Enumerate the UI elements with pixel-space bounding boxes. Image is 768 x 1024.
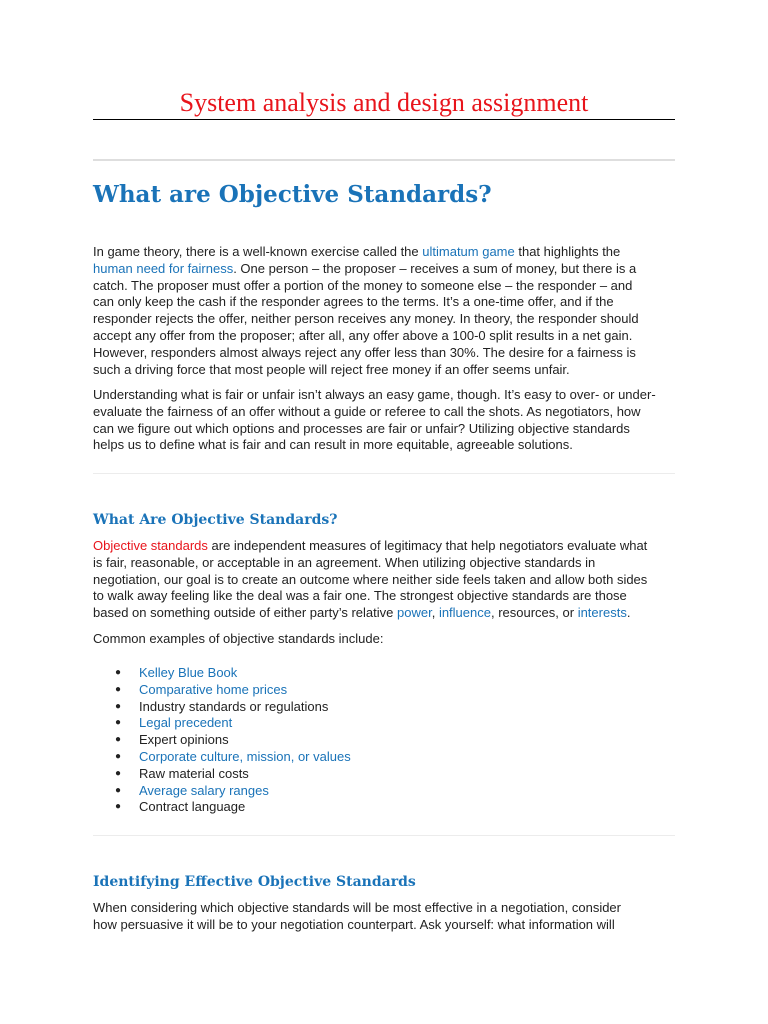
bullet-icon: ● — [115, 801, 122, 813]
section-heading-identifying: Identifying Effective Objective Standards — [93, 874, 416, 890]
examples-list — [93, 665, 675, 816]
intro-text: In game theory, there is a well-known exercise called the — [93, 244, 423, 259]
list-item[interactable] — [93, 665, 675, 682]
bullet-icon: ● — [115, 717, 122, 729]
list-item — [93, 732, 675, 749]
intro-line — [93, 261, 675, 278]
understanding-line: helps us to define what is fair and can result in more equitable, agreeable solutions. — [93, 437, 573, 453]
definition-text: based on something outside of either party’s relative — [93, 605, 397, 621]
intro-line — [93, 244, 675, 261]
influence-link[interactable]: influence — [438, 605, 491, 621]
intro-line: accept any offer from the proposer; after all, any offer above a 100-0 split results in a net gain. — [93, 327, 633, 343]
power-link[interactable]: power — [397, 605, 432, 621]
objective-standards-term: Objective standards — [93, 538, 208, 553]
bullet-icon: ● — [115, 784, 122, 796]
bullet-icon: ● — [115, 734, 122, 746]
definition-text: . — [626, 605, 631, 621]
list-item-label: Industry standards or regulations — [139, 698, 329, 714]
list-item-link[interactable]: Kelley Blue Book — [139, 665, 238, 680]
section-heading-what-are: What Are Objective Standards? — [93, 512, 338, 528]
bullet-icon: ● — [115, 700, 122, 712]
section-divider — [93, 159, 675, 161]
list-item — [93, 699, 675, 716]
bullet-icon: ● — [115, 750, 122, 762]
definition-text: , resources, or — [490, 605, 578, 621]
human-need-for-fairness-link[interactable]: human need for fairness — [93, 260, 234, 276]
list-item[interactable] — [93, 749, 675, 766]
intro-line: can only keep the cash if the responder agrees to the terms. It’s a one-time offer, and if the — [93, 294, 614, 310]
bullet-icon: ● — [115, 667, 122, 678]
intro-text: . One person – the proposer – receives a sum of money, but there is a — [233, 260, 637, 276]
definition-text: , — [431, 605, 439, 621]
definition-line: to walk away feeling like the deal was a fair one. The strongest objective standards are those — [93, 588, 627, 604]
page-heading: What are Objective Standards? — [93, 181, 492, 208]
list-item-link[interactable]: Comparative home prices — [139, 681, 288, 697]
definition-line — [93, 538, 675, 555]
list-item-label: Raw material costs — [139, 765, 249, 781]
bullet-icon: ● — [115, 767, 122, 779]
list-item-label: Contract language — [139, 799, 246, 815]
ultimatum-game-link[interactable]: ultimatum game — [422, 244, 515, 259]
list-item — [93, 799, 675, 816]
definition-line: is fair, reasonable, or acceptable in an agreement. When utilizing objective standards in — [93, 554, 596, 570]
intro-line: catch. The proposer must offer a portion of the money to someone else – the responder – and — [93, 277, 633, 293]
bullet-icon: ● — [115, 683, 122, 695]
list-item[interactable] — [93, 682, 675, 699]
examples-intro-text: Common examples of objective standards include: — [93, 631, 384, 646]
section-divider — [93, 473, 675, 474]
definition-line: negotiation, our goal is to create an outcome where neither side feels taken and allow both sides — [93, 571, 648, 587]
intro-text: that highlights the — [514, 244, 621, 259]
definition-line — [93, 605, 675, 622]
understanding-line: Understanding what is fair or unfair isn’t always an easy game, though. It’s easy to over- or under- — [93, 387, 656, 402]
identifying-paragraph — [93, 900, 675, 934]
understanding-paragraph — [93, 387, 675, 454]
identifying-line: When considering which objective standards will be most effective in a negotiation, consider — [93, 900, 621, 915]
examples-intro — [93, 631, 675, 648]
list-item[interactable] — [93, 715, 675, 732]
list-item — [93, 766, 675, 783]
intro-line: responder rejects the offer, neither person receives any money. In theory, the responder should — [93, 311, 639, 327]
section-divider — [93, 835, 675, 836]
list-item-link[interactable]: Corporate culture, mission, or values — [139, 748, 351, 764]
understanding-line: evaluate the fairness of an offer without a guide or referee to call the shots. As negotiators, how — [93, 403, 641, 419]
understanding-line: can we figure out which options and processes are fair or unfair? Utilizing objective standards — [93, 420, 630, 436]
list-item-label: Expert opinions — [139, 732, 229, 748]
list-item-link[interactable]: Legal precedent — [139, 715, 233, 731]
document-title: System analysis and design assignment — [179, 88, 589, 117]
definition-text: are independent measures of legitimacy that help negotiators evaluate what — [207, 538, 648, 553]
intro-line: However, responders almost always reject any offer less than 30%. The desire for a fairness is — [93, 344, 636, 360]
intro-line: such a driving force that most people will reject free money if an offer seems unfair. — [93, 361, 570, 377]
identifying-line: how persuasive it will be to your negotiation counterpart. Ask yourself: what information will — [93, 916, 615, 932]
list-item[interactable] — [93, 783, 675, 800]
list-item-link[interactable]: Average salary ranges — [139, 782, 269, 798]
intro-paragraph — [93, 244, 675, 378]
definition-paragraph — [93, 538, 675, 622]
interests-link[interactable]: interests — [577, 605, 627, 621]
title-underline — [93, 119, 675, 120]
